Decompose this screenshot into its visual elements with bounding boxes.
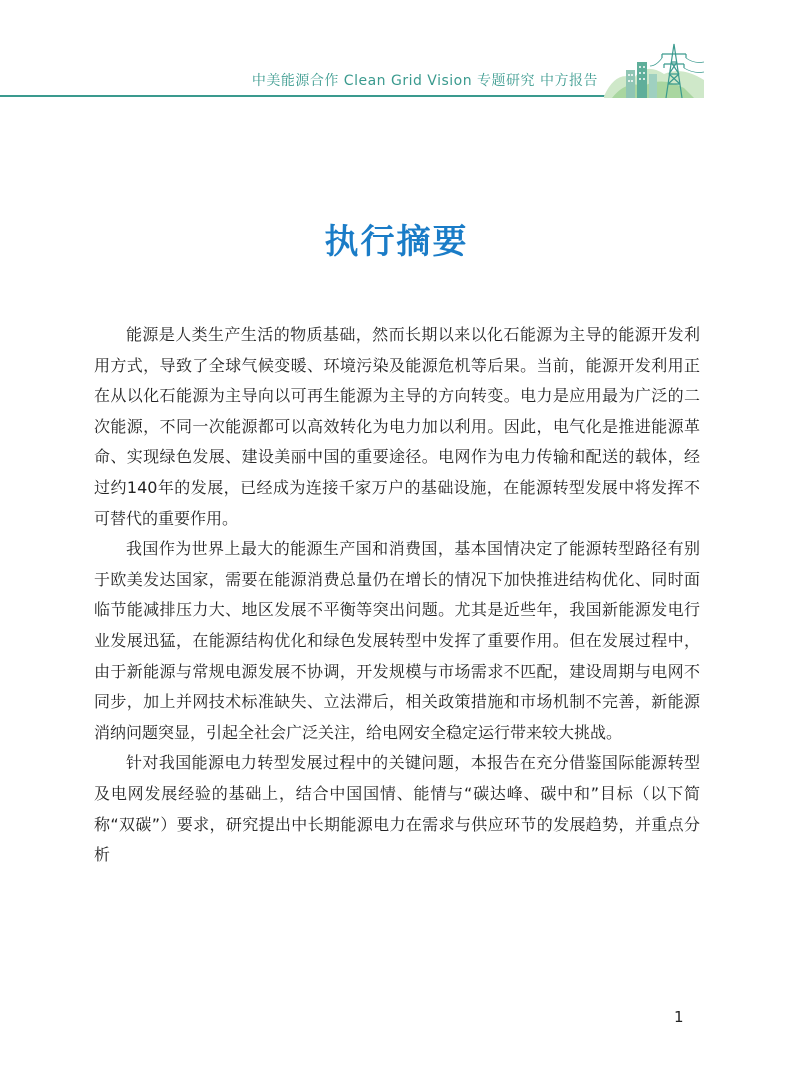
page-number: 1 — [674, 1008, 684, 1026]
page-header — [0, 0, 793, 100]
city-power-tower-icon — [604, 40, 704, 98]
header-title: 中美能源合作 Clean Grid Vision 专题研究 中方报告 — [251, 73, 598, 89]
page-title: 执行摘要 — [324, 222, 469, 262]
header-rule — [0, 95, 700, 97]
body-text — [94, 320, 700, 871]
paragraph: 针对我国能源电力转型发展过程中的关键问题，本报告在充分借鉴国际能源转型及电网发展经验的基础上，结合中国国情、能情与“碳达峰、碳中和”目标（以下简称“双碳”）要求，研究提出中长期能源电力在需求与供应环节的发展趋势，并重点分析 — [94, 753, 700, 865]
paragraph: 能源是人类生产生活的物质基础，然而长期以来以化石能源为主导的能源开发利用方式，导致了全球气候变暖、环境污染及能源危机等后果。当前，能源开发利用正在从以化石能源为主导向以可再生能源为主导的方向转变。电力是应用最为广泛的二次能源，不同一次能源都可以高效转化为电力加以利用。因此，电气化是推进能源革命、实现绿色发展、建设美丽中国的重要途径。电网作为电力传输和配送的载体，经过约140年的发展，已经成为连接千家万户的基础设施，在能源转型发展中将发挥不可替代的重要作用。 — [94, 325, 700, 528]
paragraph: 我国作为世界上最大的能源生产国和消费国，基本国情决定了能源转型路径有别于欧美发达国家，需要在能源消费总量仍在增长的情况下加快推进结构优化、同时面临节能减排压力大、地区发展不平衡等突出问题。尤其是近些年，我国新能源发电行业发展迅猛，在能源结构优化和绿色发展转型中发挥了重要作用。但在发展过程中，由于新能源与常规电源发展不协调，开发规模与市场需求不匹配，建设周期与电网不同步，加上并网技术标准缺失、立法滞后，相关政策措施和市场机制不完善，新能源消纳问题突显，引起全社会广泛关注，给电网安全稳定运行带来较大挑战。 — [94, 539, 700, 742]
